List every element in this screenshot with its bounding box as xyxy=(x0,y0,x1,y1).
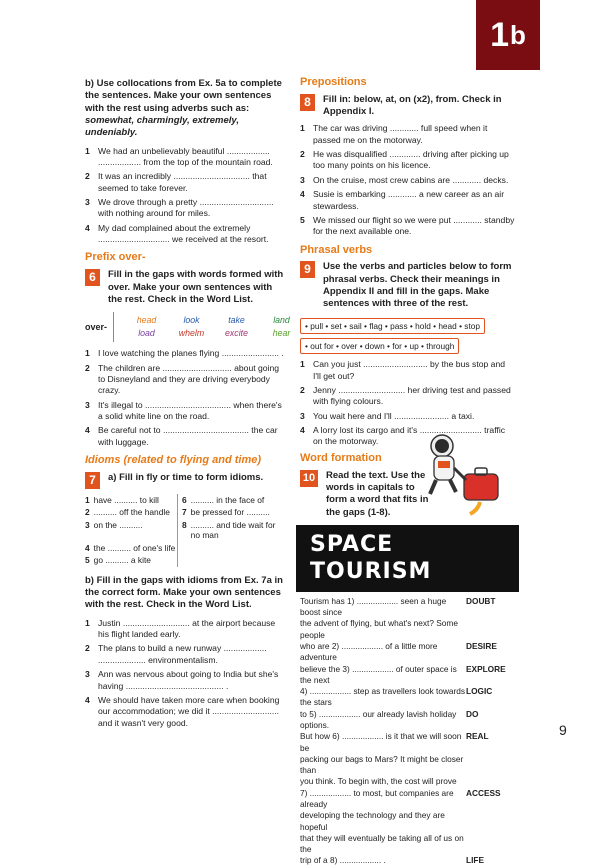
idiom-text: the .......... of one's life xyxy=(93,542,176,553)
capital-word xyxy=(466,810,511,833)
capital-word: REAL xyxy=(466,731,489,742)
word-formation-heading: Word formation xyxy=(300,451,382,464)
item-text: We should have taken more care when booking our accommodation; we did it ............................ and it wasn't very good. xyxy=(98,694,280,728)
exercise-item xyxy=(300,411,515,422)
prefix-word: land xyxy=(273,315,290,326)
prefix-label: over- xyxy=(85,312,114,342)
space-tourism-text xyxy=(300,596,515,867)
idiom-number: 6 xyxy=(182,494,187,505)
idiom-text: be pressed for .......... xyxy=(190,507,270,518)
text-line: believe the 3) .................. of outer space is the next xyxy=(300,663,457,685)
exercise-6-instruction: Fill in the gaps with words formed with over. Make your own sentences with the rest. Check in the Word List. xyxy=(108,269,284,305)
item-number: 4 xyxy=(300,425,305,436)
exercise-item xyxy=(85,363,285,397)
item-text: Ann was nervous about going to India but she's having ......................................... . xyxy=(98,669,279,691)
exercise-number-7: 7 xyxy=(85,472,100,489)
space-tourism-banner: SPACE TOURISM xyxy=(296,525,519,592)
exercise-item xyxy=(300,215,515,238)
capital-word: ACCESS xyxy=(466,787,501,798)
capital-word: DO xyxy=(466,708,479,719)
text-line: that they will eventually be taking all of us on the xyxy=(300,832,464,855)
adverb-examples: somewhat, charmingly, extremely, undeniably. xyxy=(85,115,239,139)
item-text: The car was driving ............ full speed when it passed me on the motorway. xyxy=(313,123,488,145)
idioms-heading-text: Idioms (related to flying and time) xyxy=(85,454,262,466)
item-number: 4 xyxy=(85,694,90,705)
idiom-text: go .......... a kite xyxy=(93,555,151,566)
prefix-words xyxy=(114,315,304,339)
text-line: developing the technology and they are hopeful xyxy=(300,810,445,832)
idiom-number: 3 xyxy=(85,519,90,530)
idiom-cell xyxy=(85,506,177,519)
idiom-number: 1 xyxy=(85,494,90,505)
capital-word: DESIRE xyxy=(466,641,497,652)
capital-word: LOGIC xyxy=(466,686,493,697)
item-text: We had an unbelievably beautiful .................. .................. from the top of the mountain road. xyxy=(98,145,273,168)
idiom-text: have .......... to kill xyxy=(93,494,159,505)
idiom-cell xyxy=(177,542,285,555)
text-line: Tourism has 1) .................. seen a huge boost since xyxy=(300,595,447,618)
capital-word: EXPLORE xyxy=(466,663,506,674)
exercise-item xyxy=(300,359,515,382)
unit-number: 1 xyxy=(490,15,510,54)
exercise-item xyxy=(85,146,285,169)
item-number: 2 xyxy=(300,385,305,396)
item-text: Susie is embarking ............ a new career as an air stewardess. xyxy=(313,189,505,211)
item-text: The children are ............................. about going to Disneyland and they are driving everybody crazy. xyxy=(98,362,280,396)
item-number: 3 xyxy=(85,669,90,680)
exercise-5b-instruction xyxy=(85,78,285,140)
item-number: 2 xyxy=(300,149,305,160)
idiom-number: 5 xyxy=(85,555,90,566)
prepositions-heading: Prepositions xyxy=(300,76,367,88)
unit-tab xyxy=(476,0,540,70)
idiom-cell xyxy=(177,554,285,567)
prefix-word: load xyxy=(138,328,155,339)
idiom-text: on the .......... xyxy=(93,519,143,530)
exercise-8 xyxy=(300,94,515,119)
item-number: 1 xyxy=(300,123,305,134)
item-text: I love watching the planes flying ........................ . xyxy=(98,348,284,359)
item-number: 4 xyxy=(85,222,90,233)
exercise-item xyxy=(85,425,285,448)
exercise-9-instruction: Use the verbs and particles below to form phrasal verbs. Check their meanings in Appendix II and fill in the gaps. Make sentences with three of the rest. xyxy=(323,261,512,310)
exercise-item xyxy=(85,618,285,641)
exercise-number-9: 9 xyxy=(300,261,315,278)
item-text: It was an incredibly ................................ that seemed to take forever. xyxy=(98,171,267,193)
capital-word: DOUBT xyxy=(466,595,496,606)
item-text: On the cruise, most crew cabins are ............ decks. xyxy=(313,174,509,185)
exercise-7b-items xyxy=(85,618,285,729)
prefix-word: excite xyxy=(225,328,248,339)
exercise-7a xyxy=(85,472,285,489)
idiom-number: 2 xyxy=(85,507,90,518)
exercise-6 xyxy=(85,269,285,306)
item-text: Can you just ........................... by the bus stop and I'll get out? xyxy=(313,359,506,381)
idiom-text: .......... and tide wait for no man xyxy=(190,519,276,541)
prefix-word: whelm xyxy=(178,328,205,339)
item-text: The plans to build a new runway .................. .................... environmentalism. xyxy=(98,643,267,665)
left-column xyxy=(85,76,291,732)
item-text: We drove through a pretty ............................... with nothing around for miles. xyxy=(98,197,274,219)
exercise-number-10: 10 xyxy=(300,470,318,487)
text-line: you think. To begin with, the cost will prove xyxy=(300,776,457,787)
item-number: 2 xyxy=(85,643,90,654)
item-text: Be careful not to .................................... the car with luggage. xyxy=(98,425,278,447)
text-line: to 5) .................. our already lavish holiday options. xyxy=(300,708,457,730)
item-number: 3 xyxy=(85,197,90,208)
item-number: 1 xyxy=(85,145,90,156)
prefix-word: look xyxy=(183,315,200,326)
text-line: who are 2) .................. of a little more adventure xyxy=(300,641,438,663)
idiom-cell xyxy=(85,494,177,507)
item-number: 1 xyxy=(300,359,305,370)
idiom-number: 4 xyxy=(85,542,90,553)
idiom-cell xyxy=(85,542,177,555)
exercise-item xyxy=(300,175,515,186)
capital-word xyxy=(466,754,511,777)
astronaut-illustration xyxy=(420,428,510,518)
exercise-7b-instruction: b) Fill in the gaps with idioms from Ex. 7a in the correct form. Make your own sentences with the rest. Check in the Word List. xyxy=(85,574,283,611)
exercise-item xyxy=(85,643,285,666)
exercise-item xyxy=(85,669,285,692)
exercise-item xyxy=(85,171,285,194)
idiom-number: 7 xyxy=(182,507,187,518)
item-text: Justin ............................ at the airport because his flight landed early. xyxy=(98,617,276,640)
idiom-cell xyxy=(177,494,285,507)
particles-box: • out for • over • down • for • up • through xyxy=(300,338,459,354)
exercise-9 xyxy=(300,261,515,310)
item-text: Jenny ............................ her driving test and passed with flying colours. xyxy=(313,385,511,407)
exercise-item xyxy=(85,197,285,220)
item-text: He was disqualified ............. driving after picking up too many points on his licence. xyxy=(313,149,509,171)
exercise-8-instruction: Fill in: below, at, on (x2), from. Check in Appendix I. xyxy=(323,93,502,118)
verbs-box: • pull • set • sail • flag • pass • hold • head • stop xyxy=(300,318,485,334)
unit-letter: b xyxy=(510,19,526,50)
exercise-number-6: 6 xyxy=(85,269,100,286)
prefix-word-grid xyxy=(85,312,291,342)
idiom-cell xyxy=(85,519,177,542)
item-number: 1 xyxy=(85,348,90,359)
capital-word xyxy=(466,618,511,641)
prefix-heading: Prefix over- xyxy=(85,251,146,264)
phrasal-heading: Phrasal verbs xyxy=(300,243,373,256)
item-number: 4 xyxy=(300,189,305,200)
item-text: It's illegal to .................................... when there's a solid white line on the road. xyxy=(98,399,282,421)
capital-word xyxy=(466,833,511,856)
item-number: 3 xyxy=(300,410,305,421)
idiom-cell xyxy=(177,506,285,519)
idiom-table xyxy=(85,494,285,567)
text-line: 4) .................. step as travellers look towards the stars xyxy=(300,686,466,708)
item-text: You wait here and I'll ....................... a taxi. xyxy=(313,410,475,421)
prefix-word: take xyxy=(228,315,245,326)
item-number: 5 xyxy=(300,214,305,225)
idiom-cell xyxy=(177,519,285,542)
page-number: 9 xyxy=(559,722,567,738)
exercise-item xyxy=(300,385,515,408)
capital-word xyxy=(466,776,511,787)
exercise-item xyxy=(85,400,285,423)
exercise-item xyxy=(300,189,515,212)
exercise-item xyxy=(85,223,285,246)
exercise-item xyxy=(85,695,285,729)
exercise-10-instruction: Read the text. Use the words in capitals to form a word that fits in the gaps (1-8). xyxy=(326,469,429,518)
item-text: We missed our flight so we were put ............ standby for the next available one. xyxy=(313,214,515,237)
text-line: 7) .................. to most, but companies are already xyxy=(300,787,454,809)
exercise-6-items xyxy=(85,348,285,448)
item-number: 3 xyxy=(85,399,90,410)
exercise-7a-instruction: a) Fill in fly or time to form idioms. xyxy=(108,471,264,483)
item-number: 2 xyxy=(85,362,90,373)
prefix-word: hear xyxy=(272,328,291,339)
instruction-text: b) Use collocations from Ex. 5a to complete the sentences. Make your own sentences with the rest using adverbs such as: xyxy=(85,78,282,114)
capital-word: LIFE xyxy=(466,855,484,866)
idiom-text: .......... in the face of xyxy=(190,494,265,505)
item-number: 1 xyxy=(85,617,90,628)
item-text: A lorry lost its cargo and it's .......................... traffic on the motorway. xyxy=(313,425,506,447)
idiom-number: 8 xyxy=(182,519,187,530)
exercise-item xyxy=(300,149,515,172)
text-line: the advent of flying, but what's next? Some people xyxy=(300,618,458,640)
idioms-heading xyxy=(85,454,285,468)
item-number: 4 xyxy=(85,425,90,436)
idiom-text: .......... off the handle xyxy=(93,507,170,518)
text-line: packing our bags to Mars? It might be closer than xyxy=(300,753,464,776)
item-text: My dad complained about the extremely .............................. we received at the resort. xyxy=(98,222,269,245)
exercise-5b-items xyxy=(85,146,285,246)
prefix-word: head xyxy=(136,315,157,326)
exercise-item xyxy=(85,348,285,359)
exercise-8-items xyxy=(300,123,515,237)
text-line: But how 6) .................. is it that we will soon be xyxy=(300,731,462,753)
item-number: 2 xyxy=(85,171,90,182)
exercise-number-8: 8 xyxy=(300,94,315,111)
text-line: trip of a 8) .................. . xyxy=(300,855,386,866)
idiom-cell xyxy=(85,554,177,567)
exercise-item xyxy=(300,123,515,146)
item-number: 3 xyxy=(300,174,305,185)
